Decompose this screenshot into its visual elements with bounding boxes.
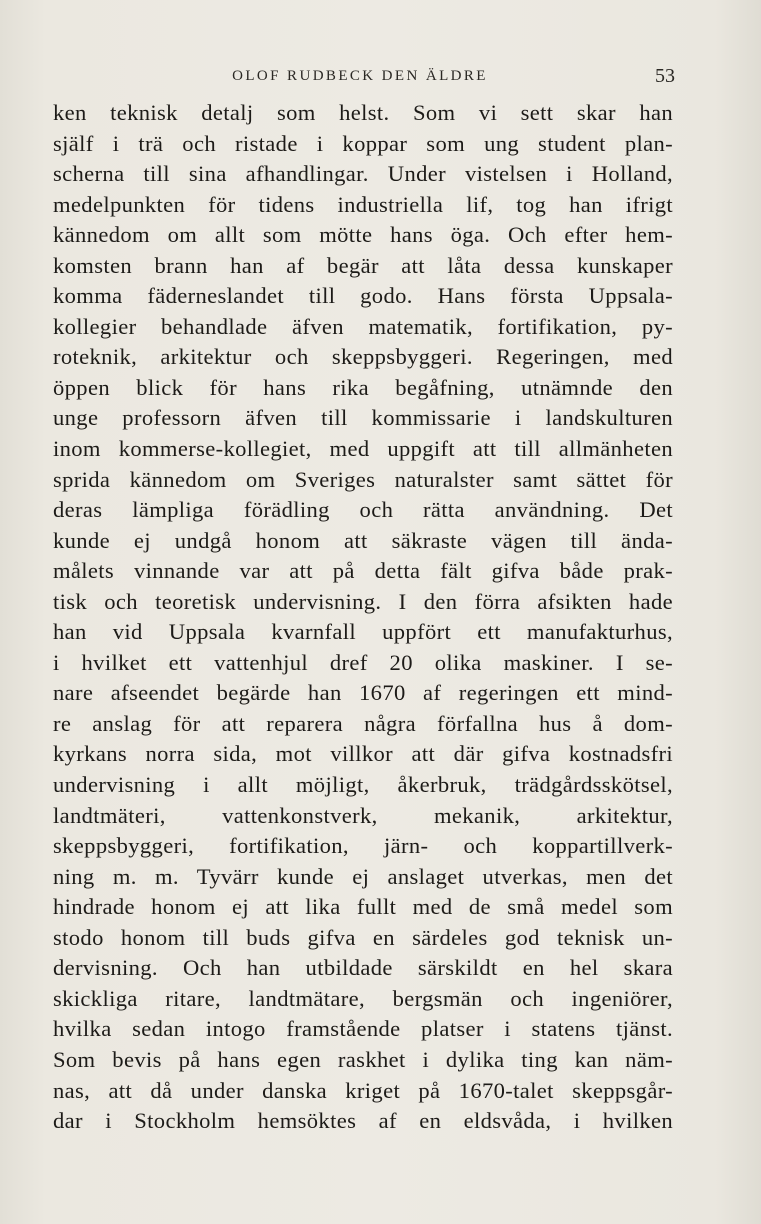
text-line: dar i Stockholm hemsöktes af en eldsvåda, i hvilken (53, 1108, 673, 1134)
text-line: sprida kännedom om Sveriges naturalster samt sättet för (53, 466, 673, 492)
text-line: hindrade honom ej att lika fullt med de små medel som (53, 894, 673, 920)
text-line: kunde ej undgå honom att säkraste vägen till ända- (53, 527, 673, 553)
text-line: roteknik, arkitektur och skeppsbyggeri. Regeringen, med (53, 344, 673, 370)
text-line: inom kommerse-kollegiet, med uppgift att till allmänheten (53, 436, 673, 462)
text-line: deras lämpliga förädling och rätta användning. Det (53, 497, 673, 523)
text-line: skickliga ritare, landtmätare, bergsmän och ingeniörer, (53, 985, 673, 1011)
text-line: stodo honom till buds gifva en särdeles god teknisk un- (53, 924, 673, 950)
text-line: komma fäderneslandet till godo. Hans första Uppsala- (53, 283, 673, 309)
body-text (53, 98, 673, 1137)
text-line: nas, att då under danska kriget på 1670-talet skeppsgår- (53, 1077, 673, 1103)
text-line: dervisning. Och han utbildade särskildt en hel skara (53, 955, 673, 981)
text-line: scherna till sina afhandlingar. Under vistelsen i Holland, (53, 161, 673, 187)
text-line: kollegier behandlade äfven matematik, fortifikation, py- (53, 313, 673, 339)
text-line: han vid Uppsala kvarnfall uppfört ett manufakturhus, (53, 619, 673, 645)
text-line: kyrkans norra sida, mot villkor att där gifva kostnadsfri (53, 741, 673, 767)
running-title: OLOF RUDBECK DEN ÄLDRE (232, 68, 488, 84)
text-line: komsten brann han af begär att låta dessa kunskaper (53, 252, 673, 278)
text-line: nare afseendet begärde han 1670 af regeringen ett mind- (53, 680, 673, 706)
text-line: tisk och teoretisk undervisning. I den förra afsikten hade (53, 588, 673, 614)
text-line: re anslag för att reparera några förfallna hus å dom- (53, 710, 673, 736)
text-line: skeppsbyggeri, fortifikation, järn- och koppartillverk- (53, 833, 673, 859)
text-line: Som bevis på hans egen raskhet i dylika ting kan näm- (53, 1046, 673, 1072)
text-line: målets vinnande var att på detta fält gifva både prak- (53, 558, 673, 584)
text-line: undervisning i allt möjligt, åkerbruk, trädgårdsskötsel, (53, 772, 673, 798)
text-line: ken teknisk detalj som helst. Som vi sett skar han (53, 100, 673, 125)
page-number: 53 (655, 65, 675, 87)
text-line: ning m. m. Tyvärr kunde ej anslaget utverkas, men det (53, 863, 673, 889)
text-line: unge professorn äfven till kommissarie i landskulturen (53, 405, 673, 431)
text-line: kännedom om allt som mötte hans öga. Och efter hem- (53, 222, 673, 248)
text-line: hvilka sedan intogo framstående platser i statens tjänst. (53, 1016, 673, 1042)
page-header (0, 61, 761, 91)
text-line: medelpunkten för tidens industriella lif, tog han ifrigt (53, 191, 673, 217)
text-line: landtmäteri, vattenkonstverk, mekanik, arkitektur, (53, 802, 673, 828)
text-line: öppen blick för hans rika begåfning, utnämnde den (53, 374, 673, 400)
text-line: i hvilket ett vattenhjul dref 20 olika maskiner. I se- (53, 649, 673, 675)
text-line: själf i trä och ristade i koppar som ung student plan- (53, 130, 673, 156)
